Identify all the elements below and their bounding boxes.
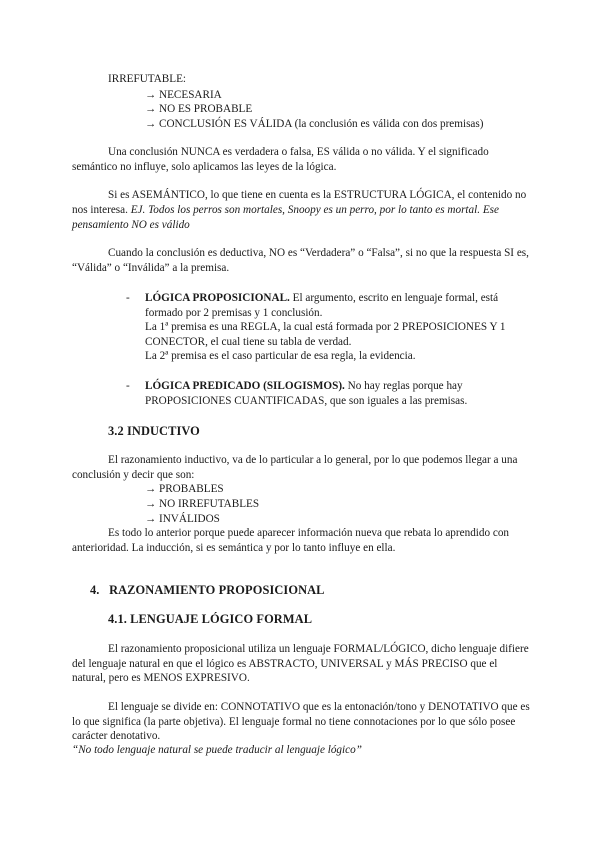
- quote-text: “No todo lenguaje natural se puede traducir al lenguaje lógico”: [72, 744, 362, 756]
- bullet-text: El argumento, escrito en lenguaje formal, está: [289, 292, 499, 304]
- irrefutable-heading: IRREFUTABLE:: [108, 73, 187, 85]
- paragraph-line: semántico no influye, solo aplicamos las leyes de la lógica.: [72, 161, 337, 173]
- bullet-dash: -: [126, 380, 130, 392]
- example-text: EJ. Todos los perros son mortales, Snoopy es un perro, por lo tanto es mortal. Ese: [130, 204, 499, 216]
- list-item: → INVÁLIDOS: [145, 513, 220, 525]
- section-heading: 4. RAZONAMIENTO PROPOSICIONAL: [90, 583, 325, 597]
- bullet-line: CONECTOR, el cual tiene su tabla de verdad.: [145, 336, 352, 348]
- paragraph-line: El lenguaje se divide en: CONNOTATIVO que es la entonación/tono y DENOTATIVO que es: [108, 701, 530, 713]
- paragraph-line: “Válida” o “Inválida” a la premisa.: [72, 262, 230, 274]
- example-text: pensamiento NO es válido: [72, 219, 190, 231]
- paragraph-line: natural, pero es MENOS EXPRESIVO.: [72, 672, 250, 684]
- paragraph-line: El razonamiento inductivo, va de lo particular a lo general, por lo que podemos llegar a una: [108, 454, 518, 466]
- paragraph-line: carácter denotativo.: [72, 730, 161, 742]
- paragraph-line: Si es ASEMÁNTICO, lo que tiene en cuenta es la ESTRUCTURA LÓGICA, el contenido no: [108, 189, 527, 201]
- paragraph-line: [72, 203, 499, 217]
- paragraph-line: conclusión y decir que son:: [72, 469, 195, 481]
- bullet-line: La 2ª premisa es el caso particular de esa regla, la evidencia.: [145, 350, 416, 362]
- paragraph-text: nos interesa.: [72, 204, 131, 216]
- bullet-line: PROPOSICIONES CUANTIFICADAS, que son iguales a las premisas.: [145, 395, 468, 407]
- bullet-line: La 1ª premisa es una REGLA, la cual está formada por 2 PREPOSICIONES Y 1: [145, 321, 506, 333]
- bullet-line: formado por 2 premisas y 1 conclusión.: [145, 307, 323, 319]
- list-item: → NO ES PROBABLE: [145, 103, 253, 115]
- list-item: → NECESARIA: [145, 89, 222, 101]
- section-heading: 3.2 INDUCTIVO: [108, 424, 200, 438]
- paragraph-line: anterioridad. La inducción, si es semántica y por lo tanto influye en ella.: [72, 542, 396, 554]
- paragraph-line: Es todo lo anterior porque puede aparecer información nueva que rebata lo aprendido con: [108, 527, 510, 539]
- list-item: → PROBABLES: [145, 483, 224, 495]
- paragraph-line: El razonamiento proposicional utiliza un lenguaje FORMAL/LÓGICO, dicho lenguaje difiere: [108, 643, 529, 655]
- bullet-title: LÓGICA PROPOSICIONAL.: [145, 292, 290, 304]
- bullet-item: [145, 379, 463, 393]
- paragraph-line: Cuando la conclusión es deductiva, NO es “Verdadera” o “Falsa”, si no que la respuesta SI es,: [108, 247, 529, 259]
- list-item: → CONCLUSIÓN ES VÁLIDA (la conclusión es válida con dos premisas): [145, 118, 484, 130]
- bullet-text: No hay reglas porque hay: [344, 380, 463, 392]
- list-item: → NO IRREFUTABLES: [145, 498, 260, 510]
- bullet-title: LÓGICA PREDICADO (SILOGISMOS).: [145, 380, 345, 392]
- paragraph-line: del lenguaje natural en que el lógico es ABSTRACTO, UNIVERSAL y MÁS PRECISO que el: [72, 658, 498, 670]
- bullet-item: [145, 291, 498, 305]
- subsection-heading: 4.1. LENGUAJE LÓGICO FORMAL: [108, 612, 313, 626]
- paragraph-line: lo que significa (la parte objetiva). El lenguaje formal no tiene connotaciones por lo que sólo posee: [72, 716, 516, 728]
- paragraph-line: Una conclusión NUNCA es verdadera o falsa, ES válida o no válida. Y el significado: [108, 146, 489, 158]
- bullet-dash: -: [126, 292, 130, 304]
